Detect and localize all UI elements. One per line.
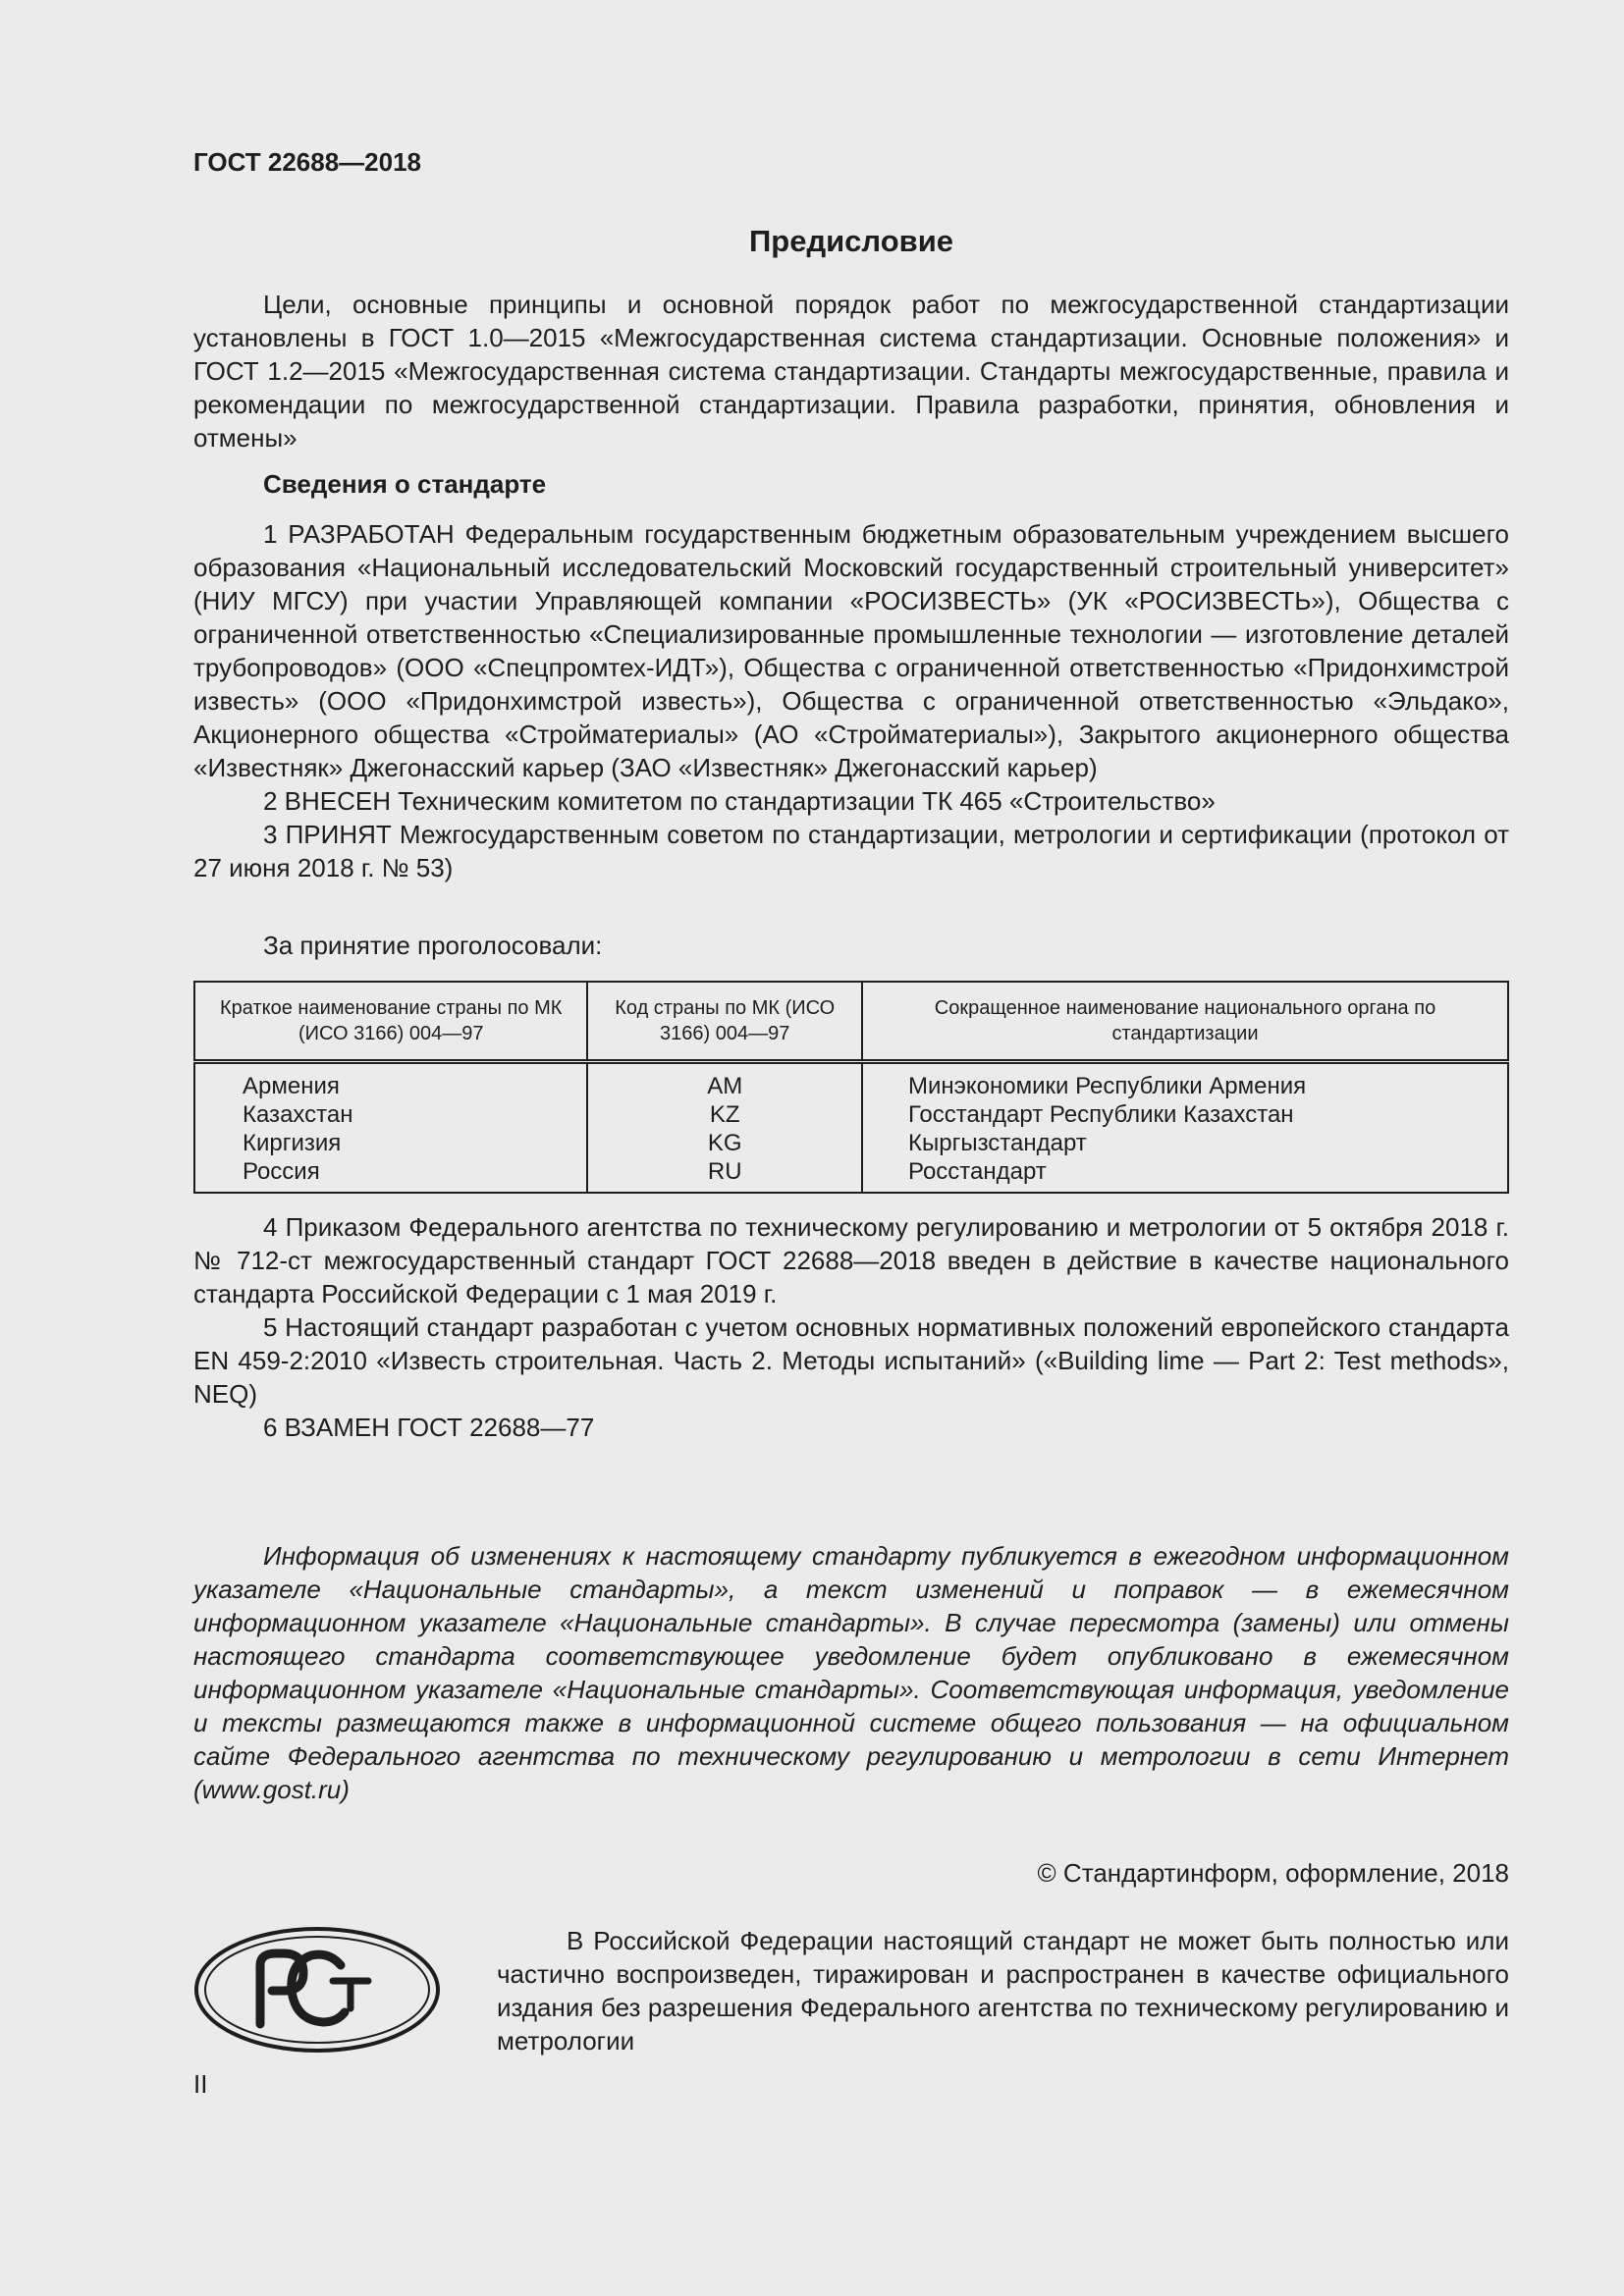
vote-intro-wrap bbox=[193, 929, 1509, 962]
vote-intro: За принятие проголосовали: bbox=[263, 931, 603, 960]
national-body: Госстандарт Республики Казахстан bbox=[907, 1101, 1294, 1128]
intro-paragraph: Цели, основные принципы и основной порядок работ по межгосударственной стандартизации установлены в ГОСТ 1.0—2015 «Межгосударственная система стандартизации. Основные положения» и ГОСТ 1.2—2015 «Межгосударственная система стандартизации. Стандарты межгосударственные, правила и рекомендации по межгосударственной стандартизации. Правила разработки, принятия, обновления и отмены» bbox=[193, 290, 1509, 453]
item-adopted: 3 ПРИНЯТ Межгосударственным советом по стандартизации, метрологии и сертификации (протокол от 27 июня 2018 г. № 53) bbox=[193, 820, 1509, 882]
items-section bbox=[193, 517, 1509, 884]
country-name: Киргизия bbox=[243, 1130, 342, 1156]
item-based-on: 5 Настоящий стандарт разработан с учетом основных нормативных положений европейского стандарта EN 459-2:2010 «Известь строительная. Часть 2. Методы испытаний» («Building lime — Part 2: Test methods», NEQ) bbox=[193, 1312, 1509, 1409]
item-introduced: 2 ВНЕСЕН Техническим комитетом по стандартизации ТК 465 «Строительство» bbox=[263, 786, 1216, 816]
header-country: Краткое наименование страны по МК (ИСО 3166) 004—97 bbox=[194, 982, 587, 1062]
rst-certification-mark-icon bbox=[193, 1926, 441, 2054]
document-code: ГОСТ 22688—2018 bbox=[193, 147, 421, 177]
code-column bbox=[587, 1062, 862, 1194]
votes-table bbox=[193, 981, 1509, 1194]
item-replaces: 6 ВЗАМЕН ГОСТ 22688—77 bbox=[263, 1413, 595, 1442]
page-title: Предисловие bbox=[748, 224, 953, 258]
header-code: Код страны по МК (ИСО 3166) 004—97 bbox=[587, 982, 862, 1062]
table-header-row bbox=[194, 982, 1508, 1062]
country-code: KG bbox=[707, 1130, 742, 1156]
info-heading-wrap bbox=[193, 467, 1509, 501]
intro-section bbox=[193, 288, 1509, 454]
rights-section bbox=[497, 1924, 1509, 2057]
country-code: RU bbox=[707, 1158, 742, 1185]
national-body: Росстандарт bbox=[907, 1158, 1047, 1185]
body-column bbox=[862, 1062, 1508, 1194]
national-body: Минэкономики Республики Армения bbox=[907, 1073, 1307, 1099]
country-name: Казахстан bbox=[243, 1101, 353, 1128]
items-after-section bbox=[193, 1210, 1509, 1444]
notice-section bbox=[193, 1539, 1509, 1806]
country-code: AM bbox=[707, 1073, 743, 1099]
notice-paragraph: Информация об изменениях к настоящему стандарту публикуется в ежегодном информационном указателе «Национальные стандарты», а текст изменений и поправок — в ежемесячном информационном указателе «Национальные стандарты». В случае пересмотра (замены) или отмены настоящего стандарта соответствующее уведомление будет опубликовано в ежемесячном информационном указателе «Национальные стандарты». Соответствующая информация, уведомление и тексты размещаются также в информационной системе общего пользования — на официальном сайте Федерального агентства по техническому регулированию и метрологии в сети Интернет (www.gost.ru) bbox=[193, 1541, 1509, 1804]
info-heading: Сведения о стандарте bbox=[263, 469, 547, 499]
table-row bbox=[194, 1062, 1508, 1194]
country-code: KZ bbox=[709, 1101, 740, 1128]
national-body: Кыргызстандарт bbox=[907, 1130, 1087, 1156]
copyright: © Стандартинформ, оформление, 2018 bbox=[1037, 1858, 1509, 1888]
rights-paragraph: В Российской Федерации настоящий стандарт не может быть полностью или частично воспроизведен, тиражирован и распространен в качестве официального издания без разрешения Федерального агентства по техническому регулированию и метрологии bbox=[497, 1926, 1509, 2056]
country-name: Армения bbox=[243, 1073, 340, 1099]
country-column bbox=[194, 1062, 587, 1194]
item-developed: 1 РАЗРАБОТАН Федеральным государственным бюджетным образовательным учреждением высшего образования «Национальный исследовательский Московский государственный строительный университет» (НИУ МГСУ) при участии Управляющей компании «РОСИЗВЕСТЬ» (УК «РОСИЗВЕСТЬ»), Общества с ограниченной ответственностью «Специализированные промышленные технологии — изготовление деталей трубопроводов» (ООО «Спецпромтех-ИДТ»), Общества с ограниченной ответственностью «Придонхимстрой известь» (ООО «Придонхимстрой известь»), Общества с ограниченной ответственностью «Эльдако», Акционерного общества «Стройматериалы» (АО «Стройматериалы»), Закрытого акционерного общества «Известняк» Джегонасский карьер (ЗАО «Известняк» Джегонасский карьер) bbox=[193, 519, 1509, 782]
country-name: Россия bbox=[243, 1158, 320, 1185]
item-order: 4 Приказом Федерального агентства по техническому регулированию и метрологии от 5 октября 2018 г. № 712-ст межгосударственный стандарт ГОСТ 22688—2018 введен в действие в качестве национального стандарта Российской Федерации с 1 мая 2019 г. bbox=[193, 1212, 1509, 1308]
page-number: II bbox=[193, 2069, 208, 2099]
header-body: Сокращенное наименование национального органа по стандартизации bbox=[862, 982, 1508, 1062]
